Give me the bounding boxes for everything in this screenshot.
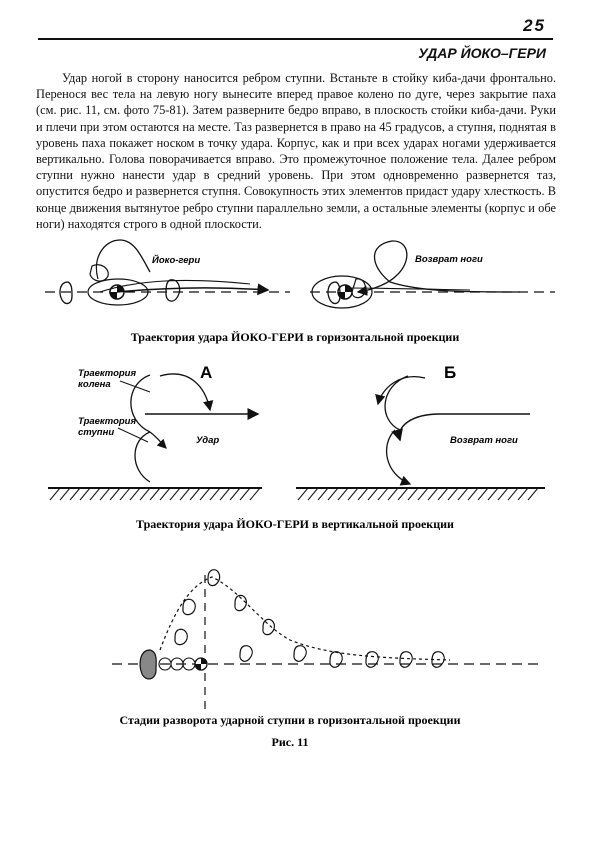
- vertical-return-diagram: [296, 363, 545, 500]
- vertical-strike-diagram: [48, 363, 262, 500]
- stages-caption: Стадии разворота ударной ступни в горизонтальной проекции: [119, 713, 461, 727]
- return-label: Возврат ноги: [415, 254, 483, 265]
- strike-vertical-label: Удар: [196, 435, 220, 446]
- horizontal-return-diagram: [310, 241, 555, 308]
- body-paragraph: Удар ногой в сторону наносится ребром ступни. Встаньте в стойку киба-дачи фронтально. Перенося вес тела на левую ногу вынесите вперед правое колено по дуге, через закрытие паха (см. рис. 11, см. фото 75-81). Затем разверните бедро вправо, в плоскость стойки киба-дачи. Руки и плечи при этом остаются на месте. Таз развернется в право на 45 градусов, а ступня, поднятая в уровень паха покажет носком в точку удара. Корпус, как и при всех ударах ногами удерживается вертикально. Голова поворачивается вправо. Это промежуточное положение тела. Далее ребром ступни нужно нанести удар в средний уровень. При этом одновременно развернется таз, опустится бедро и развернется ступня. Совокупность этих элементов придаст удару хлесткость. В конце движения вытянутое ребро ступни параллельно земли, а остальные элементы (корпус и обе ноги) находятся строго в одной плоскости.: [36, 71, 556, 231]
- figure-number: Рис. 11: [271, 735, 309, 749]
- page-number: 25: [523, 16, 546, 35]
- foot-trajectory-line1: Траектория: [78, 416, 137, 427]
- return-vertical-label: Возврат ноги: [450, 435, 518, 446]
- label-b: Б: [444, 363, 457, 382]
- knee-trajectory-line2: колена: [78, 379, 111, 390]
- knee-trajectory-line1: Траектория: [78, 368, 137, 379]
- horizontal-caption: Траектория удара ЙОКО-ГЕРИ в горизонтальной проекции: [130, 330, 460, 344]
- label-a: А: [200, 363, 213, 382]
- horizontal-strike-diagram: [45, 240, 290, 305]
- section-title: УДАР ЙОКО–ГЕРИ: [418, 45, 546, 61]
- vertical-caption: Траектория удара ЙОКО-ГЕРИ в вертикальной проекции: [136, 517, 454, 531]
- foot-trajectory-line2: ступни: [78, 427, 115, 438]
- strike-label: Йоко-гери: [152, 255, 201, 266]
- foot-stages-diagram: [112, 570, 540, 710]
